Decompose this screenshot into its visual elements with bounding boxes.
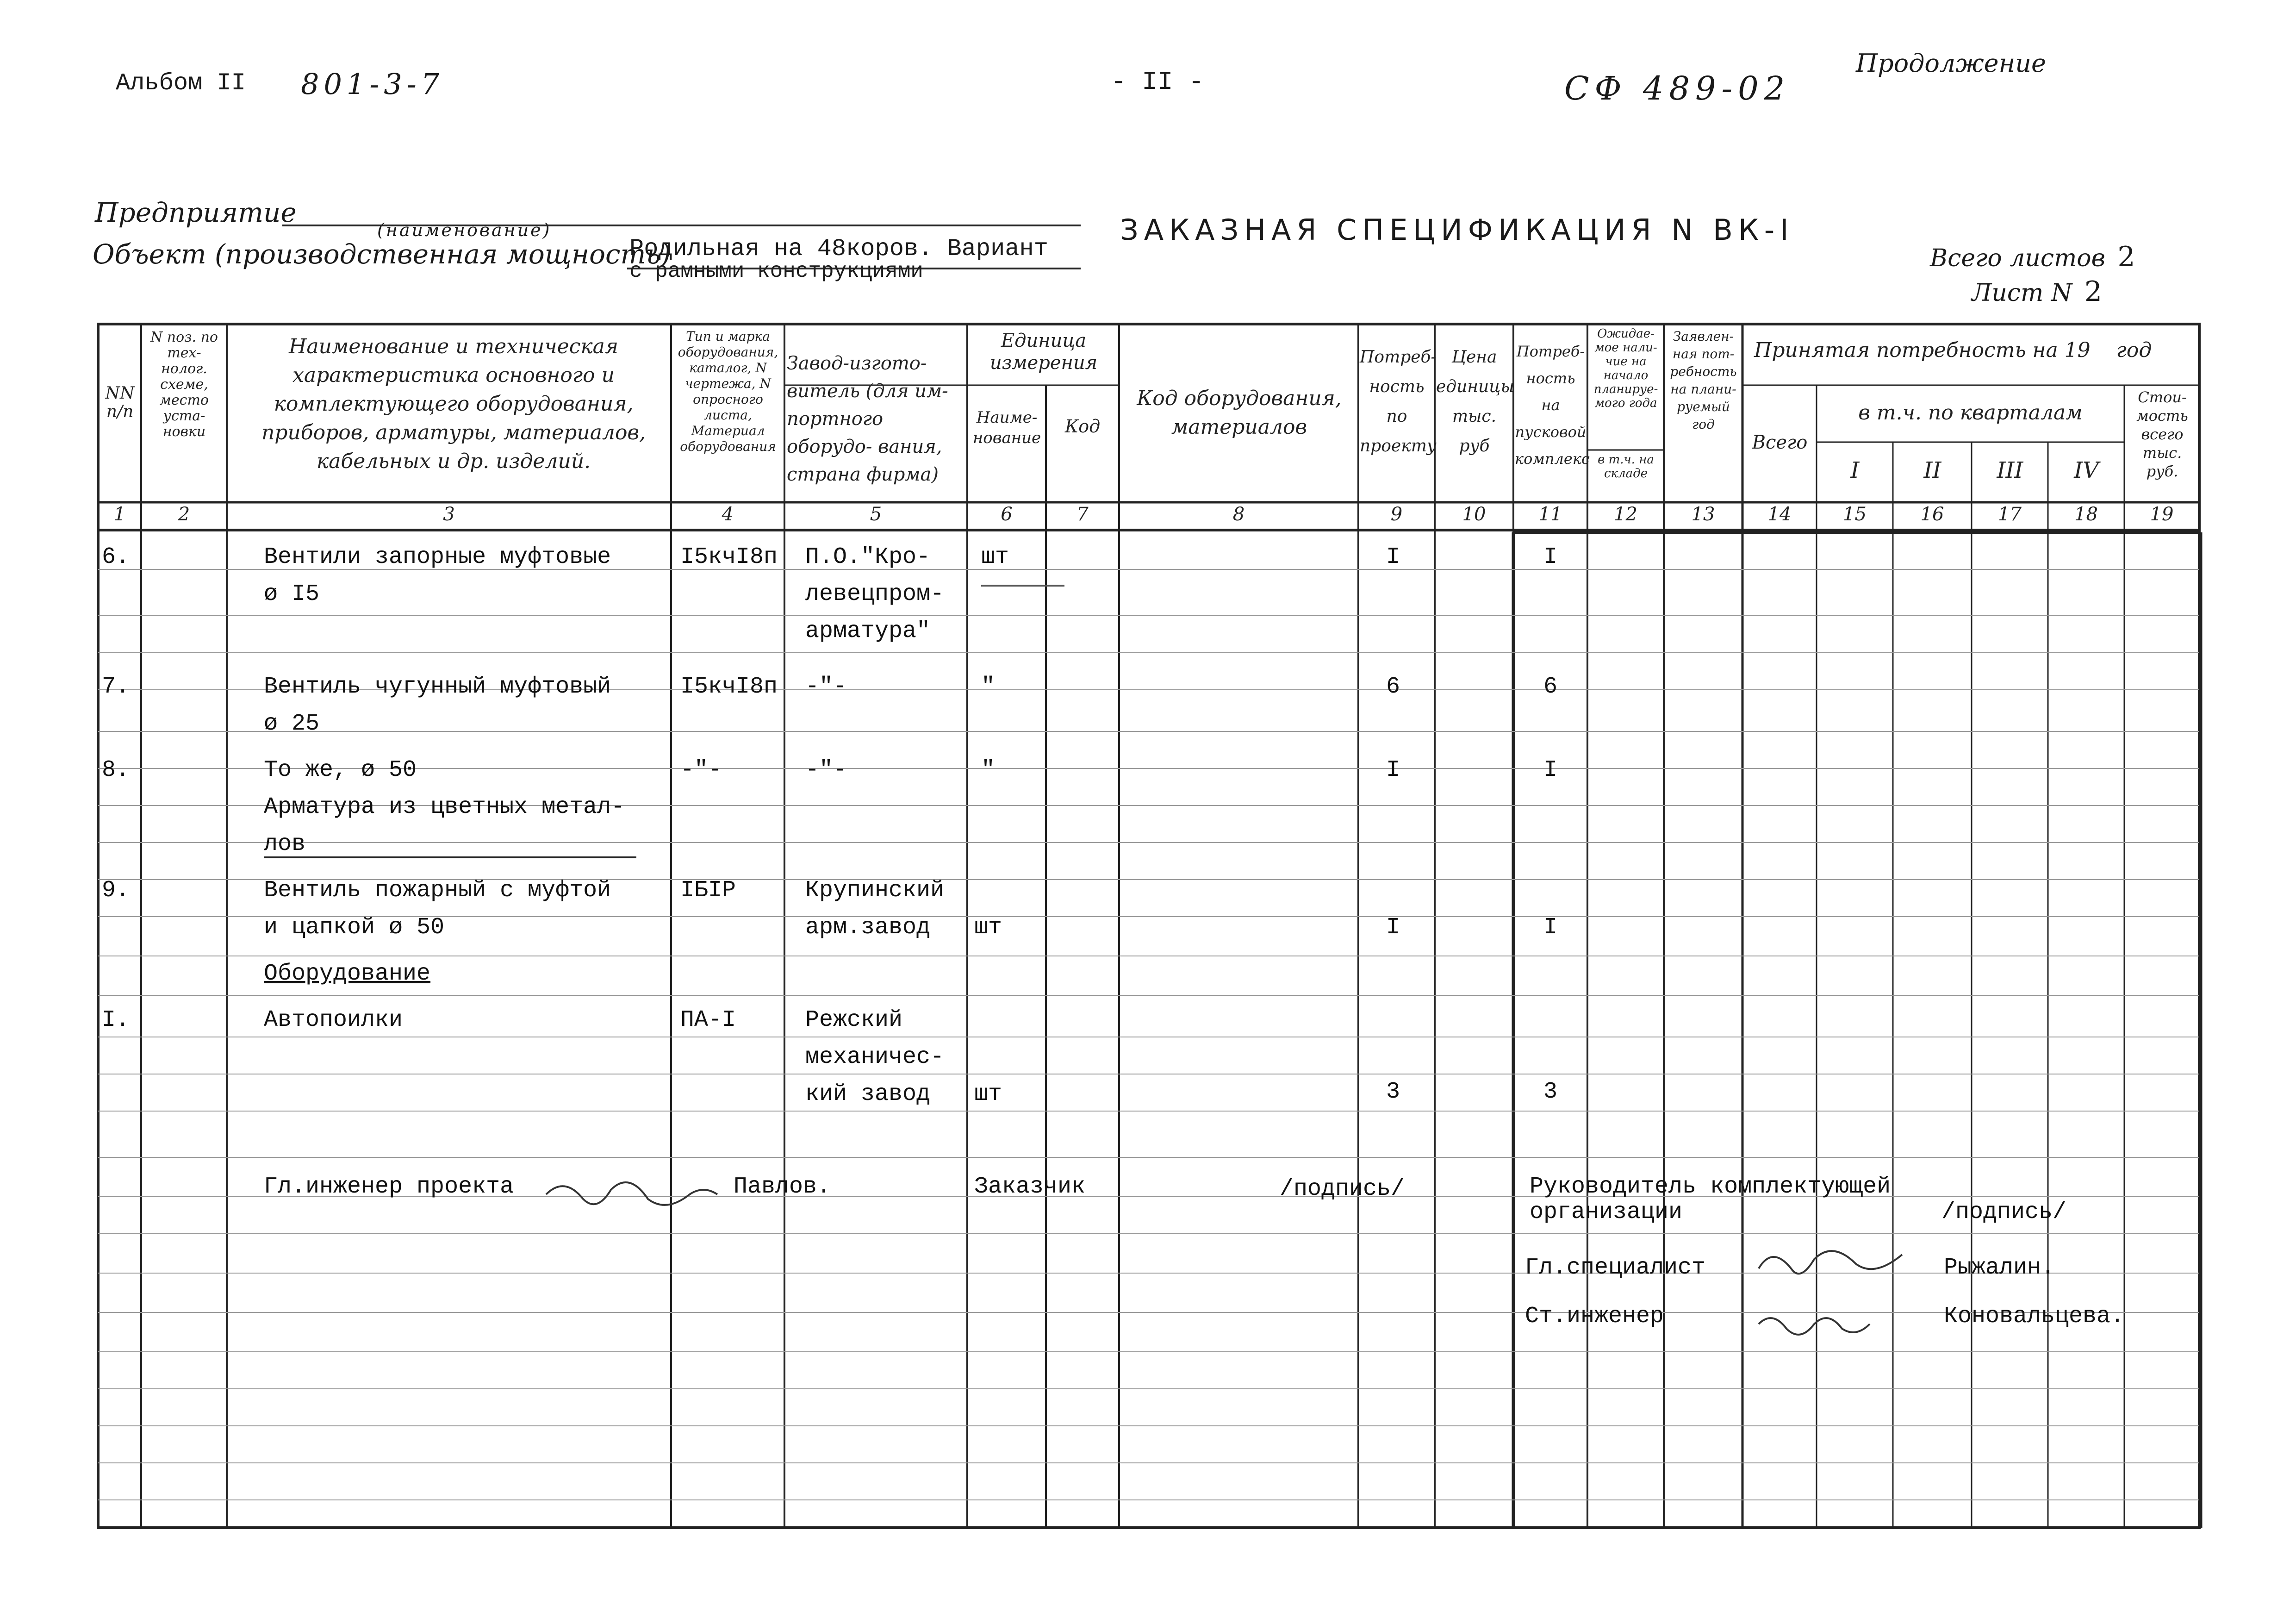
row-7-name-2: ø 25 — [264, 711, 320, 737]
row-9-name-1: Вентиль пожарный с муфтой — [264, 877, 611, 904]
col-header-12: Ожидае- мое нали- чие на начало планируе- мого года — [1593, 327, 1658, 410]
col-header-6: Наиме- нование — [972, 408, 1041, 447]
row-8-name: То же, ø 50 — [264, 757, 417, 783]
senior-engineer-label: Ст.инженер — [1525, 1303, 1664, 1330]
col-header-unit-group: Единица измерения — [989, 330, 1098, 374]
row-6-start: I — [1543, 544, 1558, 570]
column-number-9: 9 — [1390, 504, 1403, 525]
row-I-maker-2: механичес- — [805, 1044, 945, 1070]
column-number-12: 12 — [1614, 504, 1637, 525]
naming-hint: (наименование) — [377, 220, 552, 240]
column-number-7: 7 — [1076, 504, 1089, 525]
column-number-10: 10 — [1462, 504, 1486, 525]
row-9-unit: шт — [974, 914, 1002, 941]
customer-label: Заказчик — [974, 1174, 1086, 1200]
row-I-type: ПА-I — [680, 1007, 736, 1033]
col-header-12b: в т.ч. на складе — [1598, 453, 1654, 481]
column-number-19: 19 — [2150, 504, 2174, 525]
column-number-3: 3 — [443, 504, 455, 525]
column-number-13: 13 — [1691, 504, 1715, 525]
row-7-need: 6 — [1386, 674, 1400, 700]
row-9-start: I — [1543, 914, 1558, 941]
row-7-number: 7. — [102, 674, 130, 700]
object-value-line1: Родильная на 48коров. Вариант — [629, 235, 1048, 262]
row-9-type: IБIР — [680, 877, 736, 904]
chief-engineer-name: Павлов. — [734, 1174, 831, 1200]
head-org-label-2: организации — [1530, 1199, 1683, 1225]
row-6-maker-2: левецпром- — [805, 581, 945, 607]
row-I-start: 3 — [1543, 1079, 1558, 1105]
column-number-17: 17 — [1998, 504, 2022, 525]
col-header-3: Наименование и техническая характеристика основного и комплектующего оборудования, приборов, арматуры, материалов, кабельных и др. изделий. — [261, 335, 646, 473]
col-header-5: Завод-изгото- витель (для им- портного оборудо- вания, страна фирма) — [787, 353, 948, 485]
row-9-maker-2: арм.завод — [805, 914, 931, 941]
row-7-maker: -"- — [805, 674, 847, 700]
total-sheets-text: Всего листов — [1930, 244, 2105, 272]
column-number-15: 15 — [1843, 504, 1867, 525]
row-6-maker-3: арматура" — [805, 618, 931, 644]
head-org-label-1: Руководитель комплектующей — [1530, 1174, 1891, 1200]
col-header-1: NN п/п — [105, 384, 135, 421]
column-number-2: 2 — [178, 504, 190, 525]
col-header-9: Потреб- ность по проекту — [1360, 348, 1437, 456]
section-heading-equipment: Оборудование — [264, 961, 431, 987]
col-header-q4: IV — [2074, 457, 2099, 483]
col-header-q3: III — [1997, 457, 2023, 483]
sheet-number-value: 2 — [2084, 275, 2103, 308]
chief-specialist-name: Рыжалин. — [1944, 1255, 2055, 1281]
signature-ryzhalin-scribble — [1759, 1251, 1902, 1274]
row-8-unit: " — [981, 757, 996, 783]
row-I-unit: шт — [974, 1081, 1002, 1107]
spec-title: ЗАКАЗНАЯ СПЕЦИФИКАЦИЯ N ВК-I — [1120, 213, 1794, 247]
head-org-signature-placeholder: /подпись/ — [1941, 1199, 2067, 1225]
object-value-line2: с рамными конструкциями — [629, 259, 923, 283]
col-header-accepted-group: Принятая потребность на 19 год — [1754, 338, 2152, 362]
chief-specialist-label: Гл.специалист — [1525, 1255, 1706, 1281]
col-header-8: Код оборудования, материалов — [1137, 387, 1342, 439]
total-sheets-value: 2 — [2117, 241, 2135, 273]
row-7-type: I5кчI8п — [680, 674, 778, 700]
col-header-q1: I — [1850, 457, 1860, 483]
column-number-11: 11 — [1538, 504, 1562, 525]
col-header-19: Стои- мость всего тыс. руб. — [2136, 388, 2188, 480]
col-header-7: Код — [1064, 416, 1101, 437]
document-code: СФ 489-02 — [1564, 69, 1791, 107]
row-9-maker-1: Крупинский — [805, 877, 945, 904]
page-number: - II - — [1111, 67, 1204, 97]
row-I-maker-3: кий завод — [805, 1081, 931, 1107]
row-6-type: I5кчI8п — [680, 544, 778, 570]
col-header-14: Всего — [1752, 432, 1808, 453]
row-8-maker: -"- — [805, 757, 847, 783]
row-7-start: 6 — [1543, 674, 1558, 700]
col-header-11: Потреб- ность на пусковой комплекс — [1515, 343, 1590, 468]
col-header-10: Цена единицы тыс. руб — [1436, 348, 1514, 456]
row-9-name-2: и цапкой ø 50 — [264, 914, 445, 941]
row-9-need: I — [1386, 914, 1400, 941]
signature-pavlov-scribble — [546, 1182, 717, 1205]
sheet-number-text: Лист N — [1972, 279, 2072, 307]
row-8-type: -"- — [680, 757, 722, 783]
enterprise-label: Предприятие — [95, 197, 297, 228]
column-number-4: 4 — [722, 504, 734, 525]
row-9-number: 9. — [102, 877, 130, 904]
row-I-maker-1: Режский — [805, 1007, 903, 1033]
col-header-2: N поз. по тех- нолог. схеме, место уста- новки — [150, 329, 218, 440]
col-header-13: Заявлен- ная пот- ребность на плани- руемый год — [1670, 329, 1737, 432]
column-number-14: 14 — [1767, 504, 1792, 525]
row-8-need: I — [1386, 757, 1400, 783]
row-6-need: I — [1386, 544, 1400, 570]
senior-engineer-name: Коновальцева. — [1944, 1303, 2125, 1330]
chief-engineer-label: Гл.инженер проекта — [264, 1174, 514, 1200]
row-I-need: 3 — [1386, 1079, 1400, 1105]
col-header-4: Тип и марка оборудования, каталог, N чертежа, N опросного листа, Материал оборудования — [678, 329, 778, 454]
row-7-name-1: Вентиль чугунный муфтовый — [264, 674, 611, 700]
col-header-q2: II — [1923, 457, 1941, 483]
row-7-unit: " — [981, 674, 996, 700]
column-number-16: 16 — [1920, 504, 1944, 525]
column-number-8: 8 — [1232, 504, 1245, 525]
row-6-maker-1: П.О."Кро- — [805, 544, 931, 570]
object-label: Объект (производственная мощность) — [93, 238, 671, 270]
row-I-number: I. — [102, 1007, 130, 1033]
column-number-1: 1 — [113, 504, 126, 525]
column-number-18: 18 — [2074, 504, 2098, 525]
album-code: 801-3-7 — [301, 67, 444, 101]
row-8-number: 8. — [102, 757, 130, 783]
signature-konovaltseva-scribble — [1759, 1318, 1870, 1335]
customer-signature-placeholder: /подпись/ — [1280, 1176, 1405, 1202]
row-6-name-1: Вентили запорные муфтовые — [264, 544, 611, 570]
column-number-6: 6 — [1001, 504, 1013, 525]
album-label: Альбом II — [116, 69, 246, 97]
row-8-start: I — [1543, 757, 1558, 783]
continuation-label: Продолжение — [1856, 49, 2046, 78]
col-header-quarters-group: в т.ч. по кварталам — [1858, 401, 2083, 425]
section-heading-nonferrous-2: лов — [264, 831, 306, 857]
row-6-name-2: ø I5 — [264, 581, 320, 607]
row-I-name: Автопоилки — [264, 1007, 403, 1033]
row-6-number: 6. — [102, 544, 130, 570]
column-number-5: 5 — [870, 504, 882, 525]
row-6-unit: шт — [981, 544, 1009, 570]
section-heading-nonferrous-1: Арматура из цветных метал- — [264, 794, 625, 820]
